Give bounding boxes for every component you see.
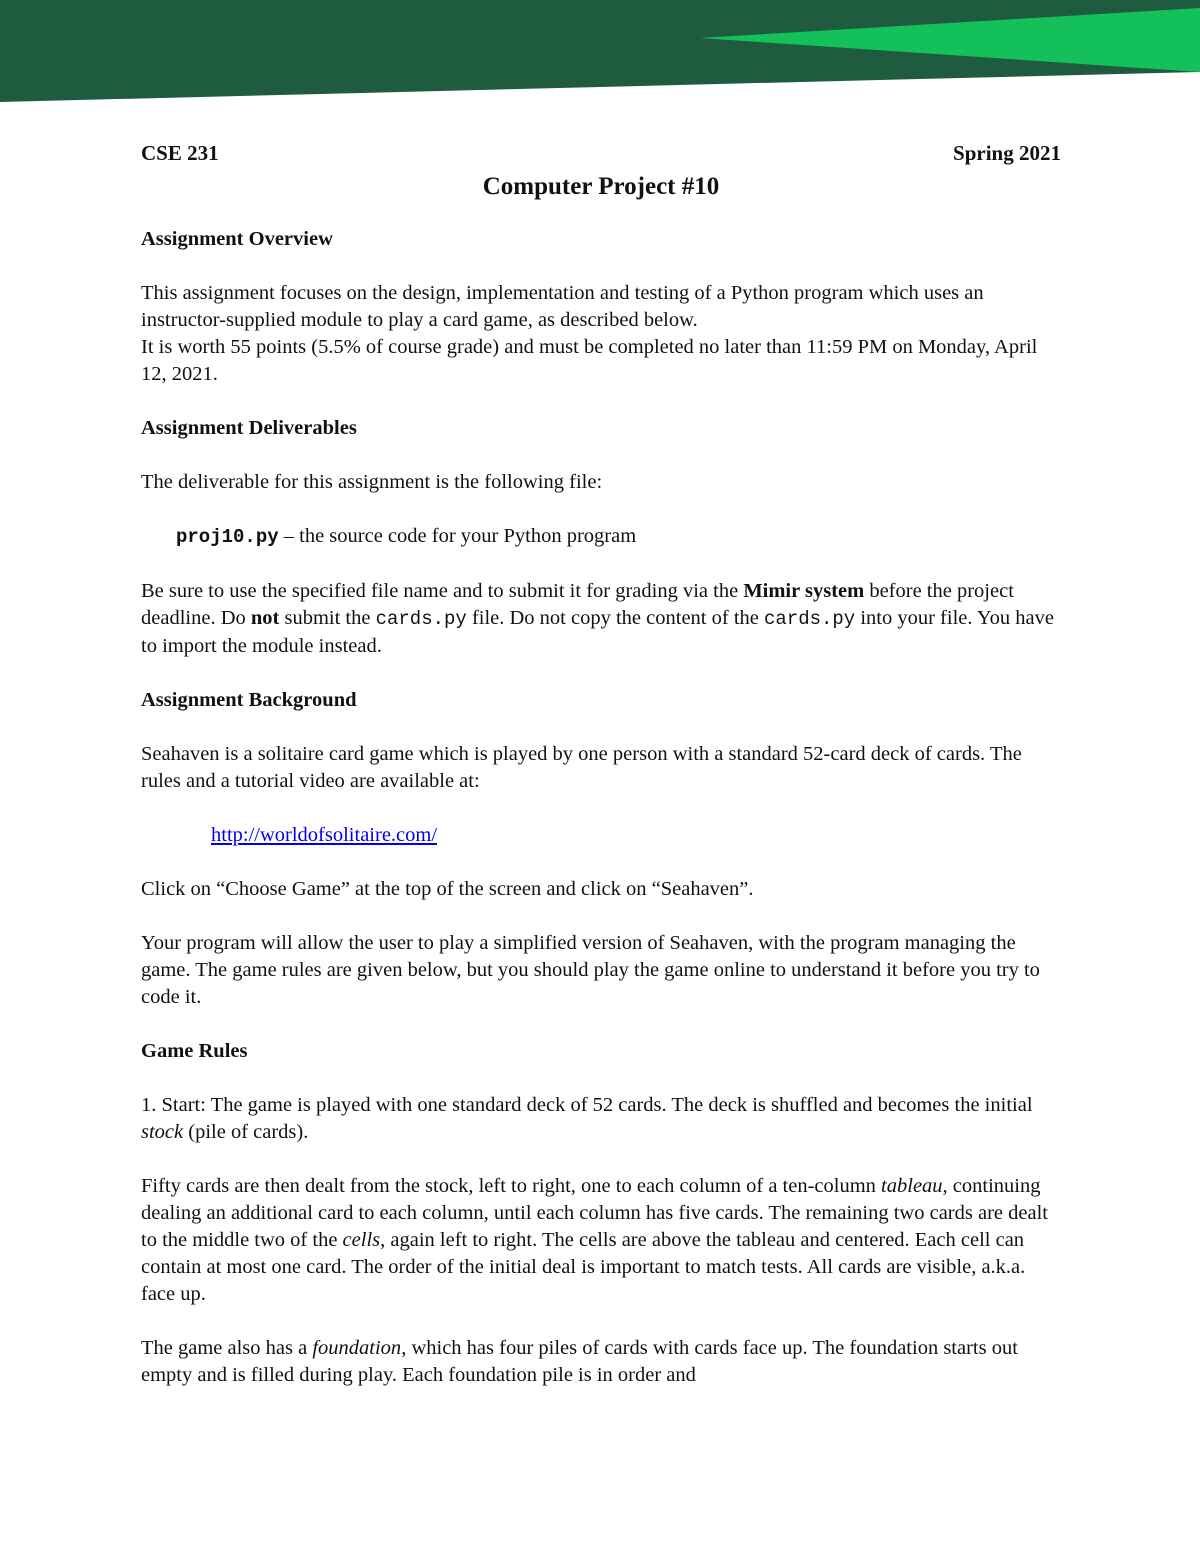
rule1-text-end: (pile of cards). [183,1121,309,1143]
course-header [141,140,1061,170]
background-heading: Assignment Background [141,689,357,711]
deliverable-file-name: proj10.py [176,526,279,548]
rule1-text: 1. Start: The game is played with one standard deck of 52 cards. The deck is shuffled and becomes the initial [141,1094,1033,1116]
deliverables-heading: Assignment Deliverables [141,417,357,439]
submit-not: not [250,607,280,629]
mimir-system: Mimir system [743,580,865,602]
cards-file-name: cards.py [375,608,467,630]
deal-cells: cells [342,1229,381,1251]
solitaire-link[interactable]: http://worldofsolitaire.com/ [211,824,438,846]
submit-text-2: before the project deadline. Do [141,580,1014,629]
overview-heading: Assignment Overview [141,228,333,250]
overview-paragraph: This assignment focuses on the design, implementation and testing of a Python program which uses an instructor-supplied module to play a card game, as described below. [141,282,984,331]
rule-start-paragraph [141,1092,1061,1146]
term: Spring 2021 [953,141,1061,165]
deal-text-3: , again left to right. The cells are above the tableau and centered. Each cell can contain at most one card. The order of the initial deal is important to match tests. All cards are visible, a.k.a. face up. [141,1229,1026,1305]
deliverables-intro: The deliverable for this assignment is the following file: [141,471,603,493]
link-line [141,822,1061,849]
foundation-term: foundation [312,1337,402,1359]
header-banner [0,0,1200,110]
rules-heading: Game Rules [141,1040,248,1062]
choose-game-paragraph: Click on “Choose Game” at the top of the screen and click on “Seahaven”. [141,878,754,900]
deal-text-1: Fifty cards are then dealt from the stock, left to right, one to each column of a ten-column [141,1175,882,1197]
submit-text-4: file. Do not copy the content of the [466,607,764,629]
background-paragraph: Seahaven is a solitaire card game which is played by one person with a standard 52-card deck of cards. The rules and a tutorial video are available at: [141,743,1022,792]
page-title: Computer Project #10 [482,173,720,200]
foundation-paragraph [141,1335,1061,1389]
course-code: CSE 231 [141,141,219,165]
submit-text-1: Be sure to use the specified file name and to submit it for grading via the [141,580,744,602]
deliverable-file-desc: – the source code for your Python program [278,525,637,547]
deal-text-2: , continuing dealing an additional card to each column, until each column has five cards. The remaining two cards are dealt to the middle two of the [141,1175,1048,1251]
submit-text-3: submit the [279,607,376,629]
program-paragraph: Your program will allow the user to play a simplified version of Seahaven, with the program managing the game. The game rules are given below, but you should play the game online to understand it before you try to code it. [141,932,1040,1008]
cards-file-name-2: cards.py [763,608,856,630]
deal-paragraph [141,1173,1061,1308]
rule1-stock: stock [141,1121,184,1143]
document-page [141,140,1061,1389]
foundation-text-2: , which has four piles of cards with cards face up. The foundation starts out empty and is filled during play. Each foundation pile is in order and [141,1337,1018,1386]
submit-text-5: into your file. You have to import the module instead. [141,607,1054,657]
foundation-text-1: The game also has a [141,1337,313,1359]
submission-paragraph [141,578,1061,660]
deliverable-file-line [141,523,1061,551]
overview-due-paragraph: It is worth 55 points (5.5% of course grade) and must be completed no later than 11:59 PM on Monday, April 12, 2021. [141,336,1038,385]
deal-tableau: tableau [881,1175,943,1197]
